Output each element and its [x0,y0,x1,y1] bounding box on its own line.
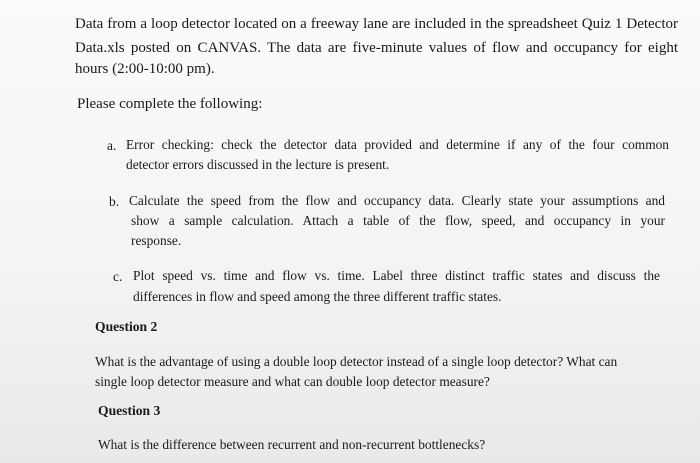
item-b-line-2: show a sample calculation. Attach a table of the flow, speed, and occupancy in your [131,213,665,228]
question-3-line-1: What is the difference between recurrent and non-recurrent bottlenecks? [98,437,486,452]
item-b-line-3: response. [131,233,182,248]
question-2-line-2: single loop detector measure and what can double loop detector measure? [95,374,490,389]
intro-line-2: Data.xls posted on CANVAS. The data are five-minute values of flow and occupancy for eight [75,40,678,56]
question-2-line-1: What is the advantage of using a double loop detector instead of a single loop detector? What can [95,354,618,369]
question-2-heading: Question 2 [95,319,158,334]
item-c-line-2: differences in flow and speed among the three different traffic states. [133,289,502,304]
item-c-marker: c. [113,269,123,284]
intro-line-3: hours (2:00-10:00 pm). [75,61,215,77]
intro-line-1: Data from a loop detector located on a freeway lane are included in the spreadsheet Quiz 1 Detector [75,16,678,32]
item-a-line-1: Error checking: check the detector data provided and determine if any of the four common [126,137,669,152]
item-a-marker: a. [107,138,117,153]
item-b-line-1: Calculate the speed from the flow and occupancy data. Clearly state your assumptions and [129,193,665,208]
item-a-line-2: detector errors discussed in the lecture is present. [126,157,390,172]
item-c-line-1: Plot speed vs. time and flow vs. time. Label three distinct traffic states and discuss the [133,268,660,283]
prompt-text: Please complete the following: [77,96,263,112]
question-3-heading: Question 3 [98,403,161,418]
item-b-marker: b. [109,194,120,209]
